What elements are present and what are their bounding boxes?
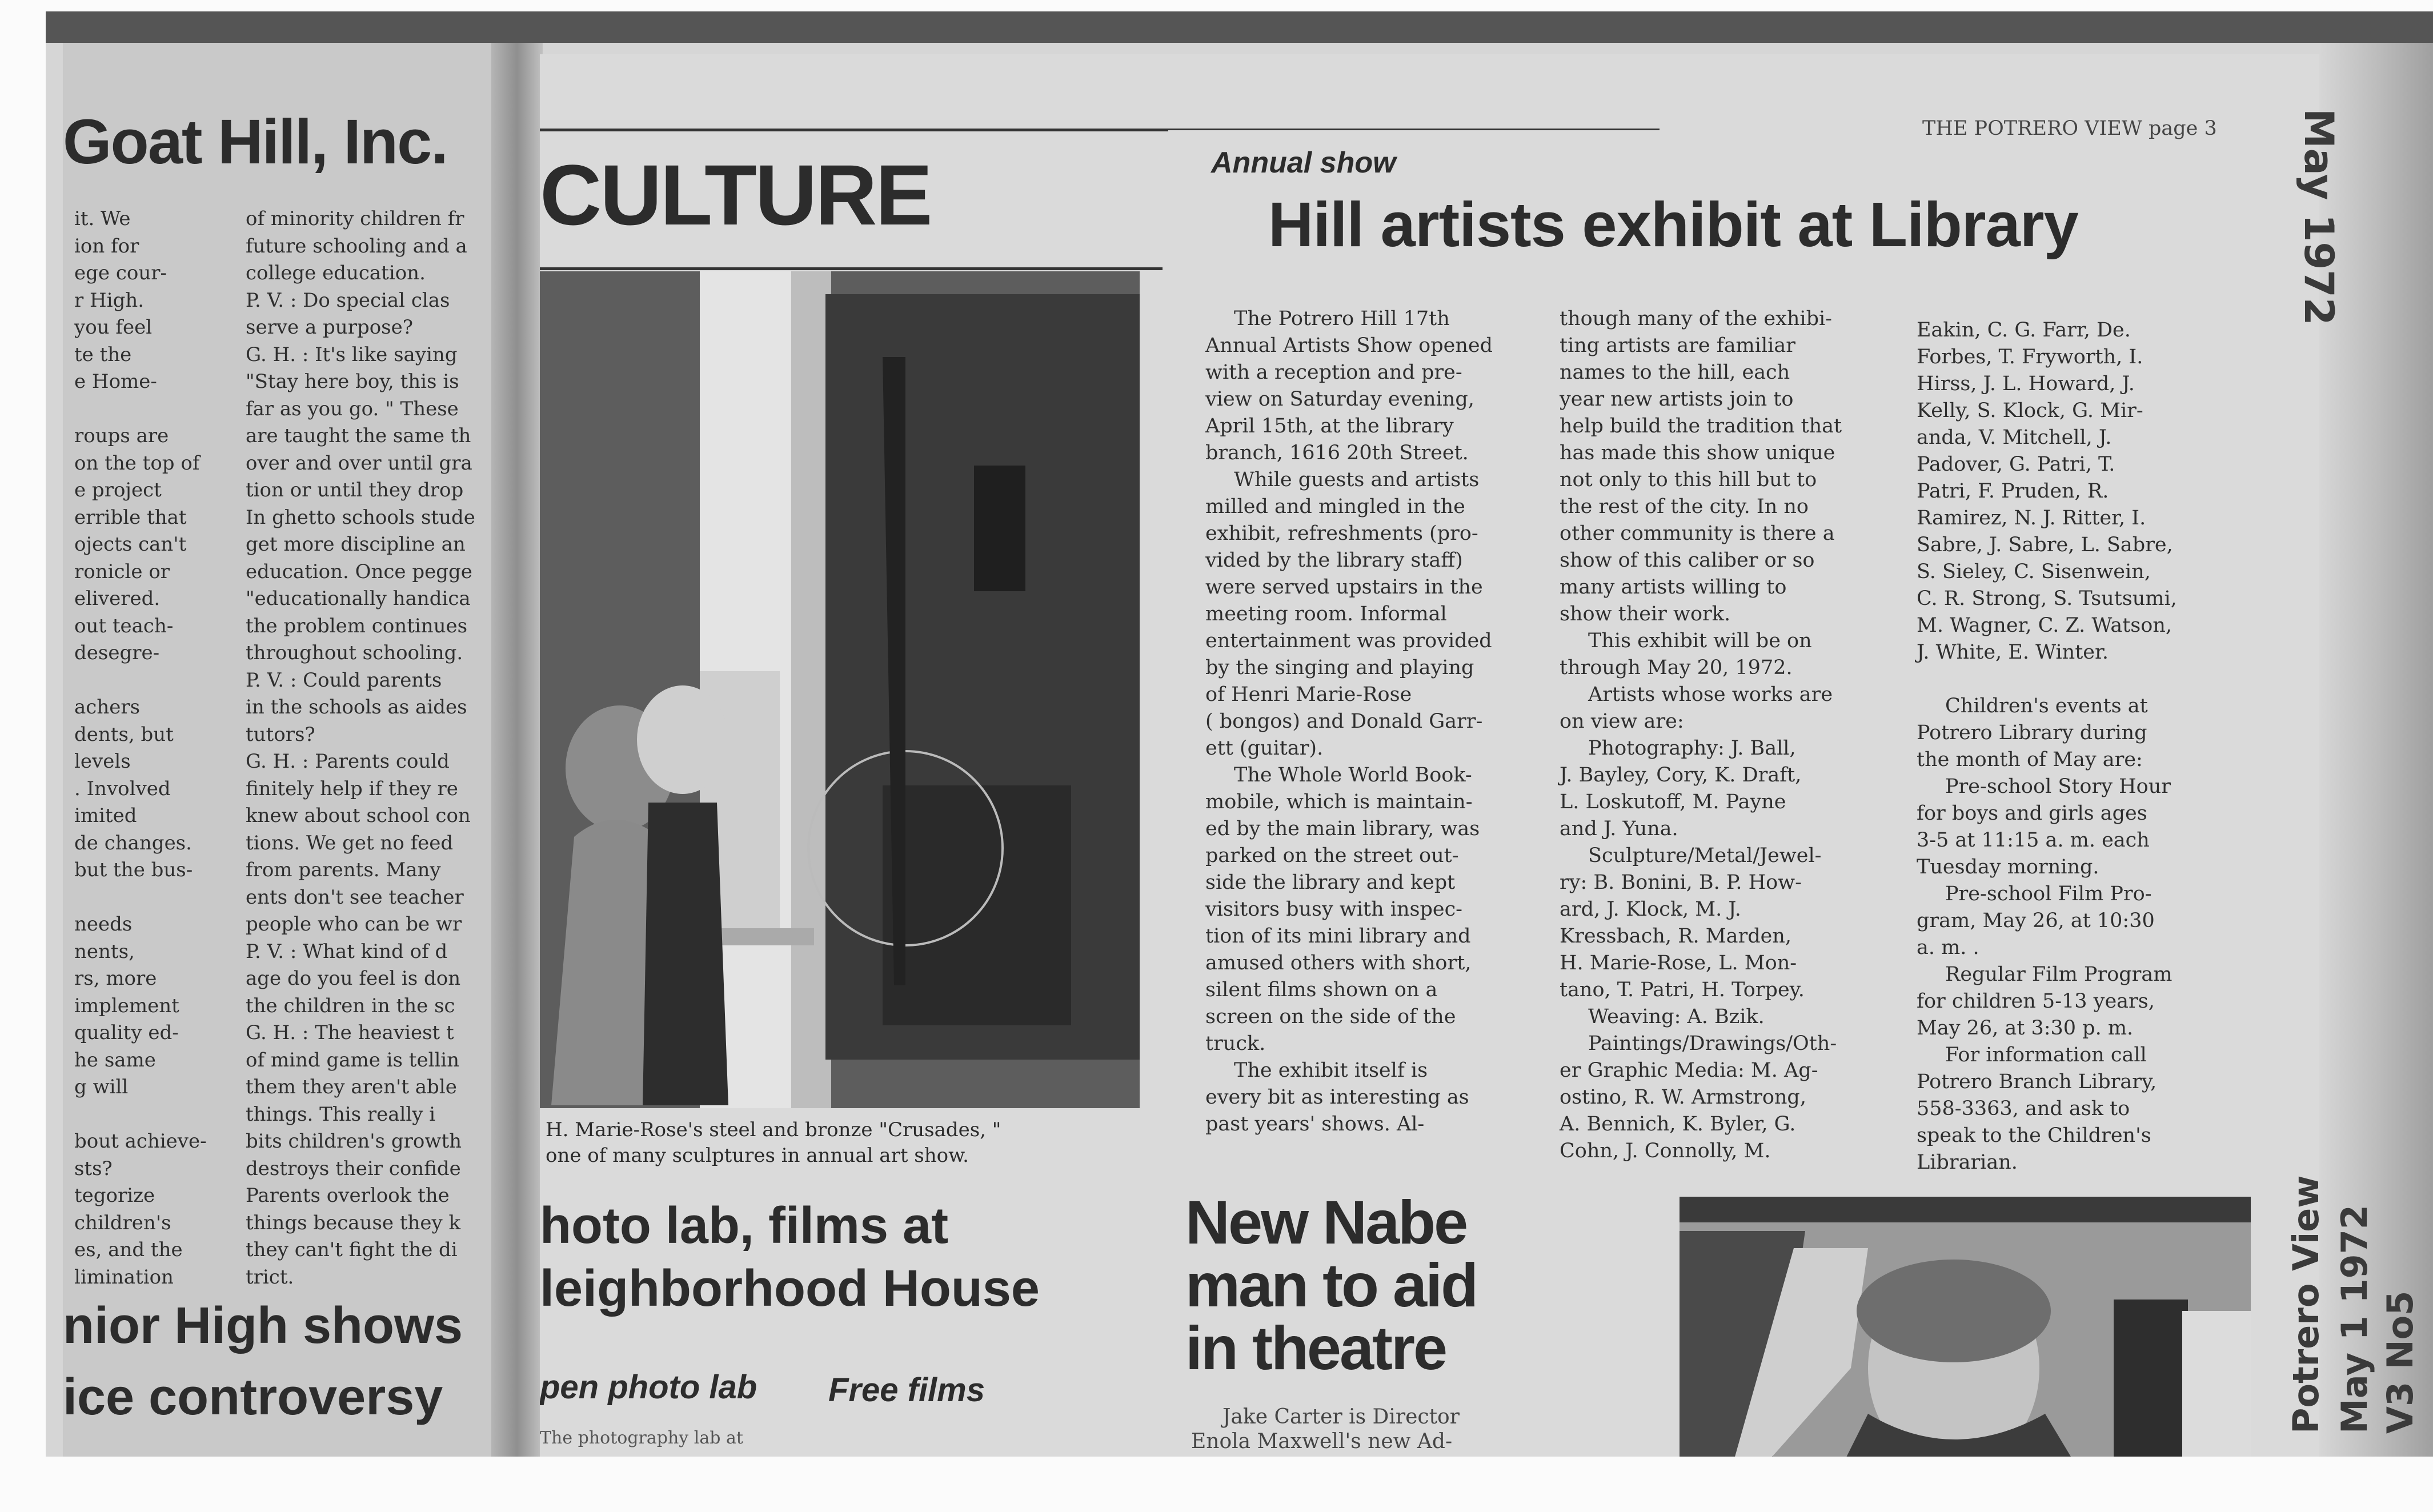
left-column-a — [74, 206, 217, 1291]
text-line — [74, 1101, 217, 1129]
text-line: out teach- — [74, 614, 174, 637]
text-line: ents don't see teacher — [246, 885, 464, 909]
text-line: ry: B. Bonini, B. P. How- — [1560, 871, 1802, 894]
text-line: Eakin, C. G. Farr, De. — [1917, 319, 2131, 342]
left-headline-top: Goat Hill, Inc. — [63, 107, 447, 177]
text-line: Regular Film Program — [1945, 963, 2173, 986]
text-line: screen on the side of the — [1205, 1005, 1456, 1028]
culture-top-rule-right — [1168, 129, 1660, 130]
text-line: show their work. — [1560, 603, 1731, 625]
text-line: other community is there a — [1560, 522, 1835, 545]
article-column-1 — [1205, 306, 1548, 1138]
text-line: tano, T. Patri, H. Torpey. — [1560, 978, 1805, 1001]
text-line: Patri, F. Pruden, R. — [1917, 480, 2109, 503]
text-line: tions. We get no feed — [246, 831, 454, 855]
left-headline-bottom-2: ice controversy — [63, 1369, 443, 1426]
photolab-headline-2: leighborhood House — [540, 1260, 1040, 1317]
text-line: anda, V. Mitchell, J. — [1917, 426, 2112, 449]
text-line: were served upstairs in the — [1205, 576, 1483, 599]
text-line: J. Bayley, Cory, K. Draft, — [1560, 764, 1802, 787]
text-line: them they aren't able — [246, 1076, 457, 1098]
text-line: the month of May are: — [1917, 748, 2143, 771]
text-line: the children in the sc — [246, 994, 455, 1017]
text-line: are taught the same th — [246, 424, 471, 447]
text-line: entertainment was provided — [1205, 629, 1492, 652]
left-headline-bottom-1: nior High shows — [63, 1297, 463, 1354]
text-line: ett (guitar). — [1205, 737, 1324, 760]
text-line: For information call — [1945, 1044, 2147, 1066]
left-column-b — [246, 206, 520, 1291]
text-line: milled and mingled in the — [1205, 495, 1465, 518]
text-line: limination — [74, 1265, 174, 1289]
nabe-headline-3: in theatre — [1185, 1313, 1446, 1382]
text-line: children's — [74, 1211, 171, 1234]
text-line: trict. — [246, 1265, 294, 1289]
text-line: Kressbach, R. Marden, — [1560, 925, 1792, 948]
text-line: of minority children fr — [246, 207, 464, 230]
text-line: L. Loskutoff, M. Payne — [1560, 791, 1786, 813]
text-line: Annual Artists Show opened — [1205, 334, 1493, 357]
text-line: of mind game is tellin — [246, 1048, 460, 1072]
text-line: with a reception and pre- — [1205, 361, 1462, 384]
text-line: April 15th, at the library — [1205, 415, 1454, 438]
text-line: on the top of — [74, 451, 200, 475]
text-line: nents, — [74, 940, 135, 963]
culture-top-rule — [540, 129, 1168, 131]
text-line: you feel — [74, 316, 153, 339]
handwritten-note-top: May 1972 — [2295, 109, 2342, 326]
text-line: te the — [74, 343, 132, 366]
text-line — [1917, 666, 2271, 693]
text-line: the rest of the city. In no — [1560, 495, 1809, 518]
text-line: things because they k — [246, 1211, 461, 1234]
text-line: ard, J. Klock, M. J. — [1560, 898, 1741, 921]
text-line: speak to the Children's — [1917, 1124, 2151, 1147]
photolab-subhead-1: pen photo lab — [540, 1369, 757, 1406]
text-line: ed by the main library, was — [1205, 817, 1480, 840]
text-line: Paintings/Drawings/Oth- — [1588, 1032, 1837, 1055]
photolab-headline-1: hoto lab, films at — [540, 1197, 949, 1254]
text-line: quality ed- — [74, 1021, 179, 1044]
text-line: Sabre, J. Sabre, L. Sabre, — [1917, 534, 2173, 556]
nabe-portrait-image — [1680, 1197, 2251, 1457]
nabe-headline-2: man to aid — [1185, 1250, 1477, 1320]
nabe-text-1: Jake Carter is Director — [1222, 1405, 1460, 1429]
text-line: "Stay here boy, this is — [246, 370, 459, 393]
text-line: help build the tradition that — [1560, 415, 1842, 438]
text-line: G. H. : The heaviest t — [246, 1021, 454, 1044]
text-line: tion or until they drop — [246, 479, 464, 502]
text-line: implement — [74, 994, 179, 1017]
text-line: Potrero Branch Library, — [1917, 1070, 2157, 1093]
text-line: has made this show unique — [1560, 442, 1835, 464]
text-line: destroys their confide — [246, 1157, 461, 1180]
page-gutter — [491, 43, 543, 1457]
text-line: finitely help if they re — [246, 777, 458, 800]
text-line: es, and the — [74, 1238, 183, 1261]
text-line: but the bus- — [74, 859, 193, 881]
text-line — [74, 396, 217, 423]
text-line: college education. — [246, 262, 426, 284]
text-line: not only to this hill but to — [1560, 468, 1817, 491]
text-line: A. Bennich, K. Byler, G. — [1560, 1113, 1796, 1136]
scanned-newspaper-spread — [46, 11, 2433, 1457]
text-line: of Henri Marie-Rose — [1205, 683, 1412, 706]
text-line: Photography: J. Ball, — [1588, 737, 1796, 760]
text-line: Artists whose works are — [1588, 683, 1833, 706]
text-line: G. H. : Parents could — [246, 750, 450, 773]
text-line: ostino, R. W. Armstrong, — [1560, 1086, 1806, 1109]
text-line: by the singing and playing — [1205, 656, 1474, 679]
text-line: ( bongos) and Donald Garr- — [1205, 710, 1483, 733]
text-line: Tuesday morning. — [1917, 856, 2099, 879]
text-line: it. We — [74, 207, 131, 230]
text-line: names to the hill, each — [1560, 361, 1790, 384]
nabe-headline-1: New Nabe — [1185, 1188, 1467, 1257]
text-line: past years' shows. Al- — [1205, 1113, 1425, 1136]
text-line — [74, 884, 217, 912]
culture-bottom-rule — [540, 267, 1163, 270]
text-line: meeting room. Informal — [1205, 603, 1447, 625]
text-line: many artists willing to — [1560, 576, 1787, 599]
text-line: through May 20, 1972. — [1560, 656, 1793, 679]
text-line: parked on the street out- — [1205, 844, 1459, 867]
text-line: bits children's growth — [246, 1130, 462, 1153]
text-line: The exhibit itself is — [1234, 1059, 1428, 1082]
photo-caption-line-1: H. Marie-Rose's steel and bronze "Crusades, " — [546, 1118, 1001, 1141]
text-line: This exhibit will be on — [1588, 629, 1812, 652]
section-title-culture: CULTURE — [540, 147, 931, 243]
text-line: view on Saturday evening, — [1205, 388, 1474, 411]
text-line: The Whole World Book- — [1234, 764, 1472, 787]
text-line: Cohn, J. Connolly, M. — [1560, 1140, 1771, 1162]
text-line: for children 5-13 years, — [1917, 990, 2155, 1013]
text-line: In ghetto schools stude — [246, 506, 475, 529]
nabe-text-2: Enola Maxwell's new Ad- — [1191, 1430, 1453, 1453]
text-line: sts? — [74, 1157, 113, 1180]
text-line: for boys and girls ages — [1917, 802, 2147, 825]
text-line: a. m. . — [1917, 936, 1979, 959]
text-line: they can't fight the di — [246, 1238, 458, 1261]
text-line: exhibit, refreshments (pro- — [1205, 522, 1478, 545]
text-line: gram, May 26, at 10:30 — [1917, 909, 2155, 932]
text-line: levels — [74, 750, 131, 773]
handwritten-note-volume: V3 No5 — [2379, 1290, 2421, 1434]
text-line: H. Marie-Rose, L. Mon- — [1560, 952, 1797, 974]
text-line: May 26, at 3:30 p. m. — [1917, 1017, 2134, 1040]
text-line: J. White, E. Winter. — [1917, 641, 2109, 664]
text-line: vided by the library staff) — [1205, 549, 1463, 572]
running-head: THE POTRERO VIEW page 3 — [1922, 117, 2217, 140]
right-page — [540, 54, 2402, 1457]
text-line: The Potrero Hill 17th — [1234, 307, 1450, 330]
photolab-subhead-2: Free films — [828, 1371, 985, 1409]
main-headline: Hill artists exhibit at Library — [1268, 190, 2078, 260]
text-line: de changes. — [74, 831, 192, 855]
text-line: people who can be wr — [246, 913, 462, 936]
text-line: ronicle or — [74, 560, 170, 583]
text-line: from parents. Many — [246, 859, 441, 881]
text-line: age do you feel is don — [246, 967, 461, 990]
nabe-portrait-photo — [1680, 1197, 2251, 1457]
text-line: throughout schooling. — [246, 641, 463, 664]
text-line: future schooling and a — [246, 234, 467, 258]
text-line: 3-5 at 11:15 a. m. each — [1917, 829, 2150, 852]
text-line: tion of its mini library and — [1205, 925, 1471, 948]
text-line: While guests and artists — [1234, 468, 1480, 491]
text-line: ion for — [74, 234, 139, 258]
text-line: in the schools as aides — [246, 696, 467, 719]
text-line: e project — [74, 479, 162, 502]
text-line: Sculpture/Metal/Jewel- — [1588, 844, 1822, 867]
text-line: imited — [74, 804, 137, 827]
text-line: he same — [74, 1048, 156, 1072]
text-line: achers — [74, 696, 141, 719]
text-line: ege cour- — [74, 262, 167, 284]
text-line: Librarian. — [1917, 1151, 2018, 1174]
text-line: Kelly, S. Klock, G. Mir- — [1917, 399, 2143, 422]
text-line: side the library and kept — [1205, 871, 1456, 894]
text-line: education. Once pegge — [246, 560, 472, 583]
left-page — [63, 43, 543, 1457]
text-line: Ramirez, N. J. Ritter, I. — [1917, 507, 2146, 530]
handwritten-note-title: Potrero View — [2285, 1175, 2327, 1434]
text-line: the problem continues — [246, 614, 468, 637]
text-line — [74, 667, 217, 695]
text-line: tutors? — [246, 723, 315, 746]
text-line: Pre-school Film Pro- — [1945, 883, 2152, 905]
text-line: dents, but — [74, 723, 174, 746]
sculpture-photo — [540, 271, 1140, 1108]
text-line: Potrero Library during — [1917, 721, 2147, 744]
text-line: truck. — [1205, 1032, 1266, 1055]
text-line: Forbes, T. Fryworth, I. — [1917, 346, 2143, 368]
text-line: knew about school con — [246, 804, 471, 827]
text-line: bout achieve- — [74, 1130, 207, 1153]
text-line: Hirss, J. L. Howard, J. — [1917, 372, 2135, 395]
text-line: Children's events at — [1945, 695, 2148, 717]
text-line: over and over until gra — [246, 451, 472, 475]
text-line: and J. Yuna. — [1560, 817, 1678, 840]
text-line: rs, more — [74, 967, 157, 990]
text-line: M. Wagner, C. Z. Watson, — [1917, 614, 2172, 637]
text-line: g will — [74, 1076, 129, 1098]
text-line: tegorize — [74, 1184, 155, 1207]
text-line: P. V. : Do special clas — [246, 288, 450, 312]
text-line: visitors busy with inspec- — [1205, 898, 1463, 921]
text-line: far as you go. " These — [246, 397, 459, 420]
text-line: Padover, G. Patri, T. — [1917, 453, 2115, 476]
photo-caption-line-2: one of many sculptures in annual art show. — [546, 1144, 969, 1167]
text-line: S. Sieley, C. Sisenwein, — [1917, 560, 2151, 583]
text-line: P. V. : What kind of d — [246, 940, 448, 963]
handwritten-note-date: May 1 1972 — [2334, 1205, 2375, 1434]
text-line: G. H. : It's like saying — [246, 343, 458, 366]
text-line: desegre- — [74, 641, 160, 664]
text-line: show of this caliber or so — [1560, 549, 1815, 572]
text-line: errible that — [74, 506, 187, 529]
article-column-3 — [1917, 317, 2271, 1176]
text-line: year new artists join to — [1560, 388, 1794, 411]
text-line: though many of the exhibi- — [1560, 307, 1832, 330]
text-line: e Home- — [74, 370, 157, 393]
text-line: on view are: — [1560, 710, 1684, 733]
text-line: things. This really i — [246, 1102, 436, 1126]
text-line: mobile, which is maintain- — [1205, 791, 1473, 813]
text-line: P. V. : Could parents — [246, 668, 442, 692]
text-line: needs — [74, 913, 133, 936]
text-line: C. R. Strong, S. Tsutsumi, — [1917, 587, 2177, 610]
photolab-text: The photography lab at — [540, 1428, 743, 1448]
scanner-top-band — [46, 11, 2433, 43]
text-line: 558-3363, and ask to — [1917, 1097, 2130, 1120]
text-line: ting artists are familiar — [1560, 334, 1795, 357]
text-line: "educationally handica — [246, 587, 471, 610]
text-line: get more discipline an — [246, 533, 466, 556]
text-line: er Graphic Media: M. Ag- — [1560, 1059, 1818, 1082]
text-line: Parents overlook the — [246, 1184, 450, 1207]
kicker: Annual show — [1211, 146, 1396, 179]
text-line: roups are — [74, 424, 169, 447]
text-line: Pre-school Story Hour — [1945, 775, 2171, 798]
text-line: Weaving: A. Bzik. — [1588, 1005, 1765, 1028]
text-line: serve a purpose? — [246, 316, 413, 339]
sculpture-photo-image — [540, 271, 1140, 1108]
text-line: every bit as interesting as — [1205, 1086, 1469, 1109]
text-line: ojects can't — [74, 533, 187, 556]
text-line: r High. — [74, 288, 145, 312]
article-column-2 — [1560, 306, 1902, 1165]
text-line: branch, 1616 20th Street. — [1205, 442, 1469, 464]
text-line: . Involved — [74, 777, 171, 800]
text-line: elivered. — [74, 587, 161, 610]
text-line: silent films shown on a — [1205, 978, 1438, 1001]
text-line: amused others with short, — [1205, 952, 1472, 974]
